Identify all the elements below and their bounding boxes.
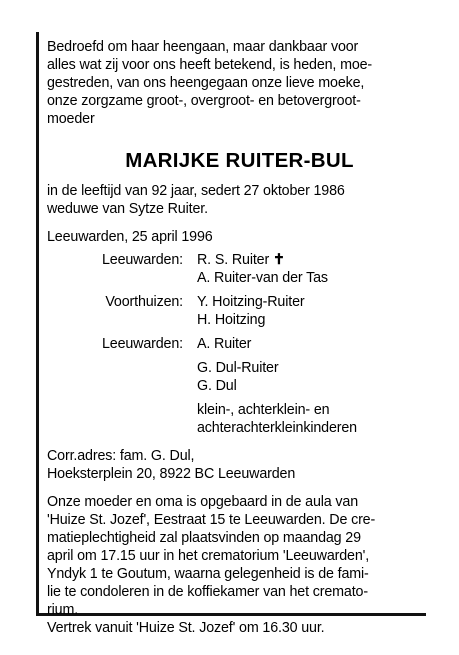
address-line: Corr.adres: fam. G. Dul, [47, 448, 195, 464]
family-member-name: R. S. Ruiter [197, 252, 270, 268]
funeral-line: Yndyk 1 te Goutum, waarna gelegenheid is de fami- [47, 566, 369, 582]
correspondence-address [47, 447, 432, 483]
family-place: Voorthuizen: [105, 294, 183, 310]
intro-paragraph [47, 38, 432, 128]
funeral-line: lie te condoleren in de koffiekamer van het cremato- [47, 584, 368, 600]
age-line: weduwe van Sytze Ruiter. [47, 201, 208, 217]
intro-line: onze zorgzame groot-, overgroot- en betovergroot- [47, 93, 361, 109]
funeral-paragraph [47, 493, 432, 637]
family-member: G. Dul-Ruiter [197, 360, 279, 376]
grandchildren-line: achterachterkleinkinderen [197, 420, 357, 436]
funeral-line: rium. [47, 602, 79, 618]
funeral-line: Onze moeder en oma is opgebaard in de aula van [47, 494, 359, 510]
age-line: in de leeftijd van 92 jaar, sedert 27 oktober 1986 [47, 183, 345, 199]
family-list [47, 251, 357, 437]
grandchildren-line: klein-, achterklein- en [197, 402, 330, 418]
family-member: A. Ruiter [197, 336, 252, 352]
notice-content [47, 38, 432, 637]
family-place: Leeuwarden: [101, 336, 183, 352]
cross-icon: ✝ [272, 252, 285, 268]
address-line: Hoeksterplein 20, 8922 BC Leeuwarden [47, 466, 296, 482]
intro-line: alles wat zij voor ons heeft betekend, is heden, moe- [47, 57, 373, 73]
family-member: G. Dul [197, 378, 237, 394]
place-date: Leeuwarden, 25 april 1996 [47, 229, 213, 245]
left-border-rule [36, 32, 39, 616]
intro-line: Bedroefd om haar heengaan, maar dankbaar voor [47, 39, 359, 55]
family-member: H. Hoitzing [197, 312, 266, 328]
family-member: Y. Hoitzing-Ruiter [197, 294, 305, 310]
intro-line: gestreden, van ons heengegaan onze lieve moeke, [47, 75, 365, 91]
family-member [197, 251, 357, 269]
funeral-line: 'Huize St. Jozef', Eestraat 15 te Leeuwarden. De cre- [47, 512, 376, 528]
departure-line: Vertrek vanuit 'Huize St. Jozef' om 16.30 uur. [47, 620, 325, 636]
intro-line: moeder [47, 111, 95, 127]
age-paragraph [47, 182, 432, 218]
family-member: A. Ruiter-van der Tas [197, 270, 328, 286]
funeral-line: matieplechtigheid zal plaatsvinden op maandag 29 [47, 530, 361, 546]
family-place: Leeuwarden: [101, 252, 183, 268]
deceased-name: MARIJKE RUITER-BUL [125, 149, 354, 172]
funeral-line: april om 17.15 uur in het crematorium 'Leeuwarden', [47, 548, 370, 564]
